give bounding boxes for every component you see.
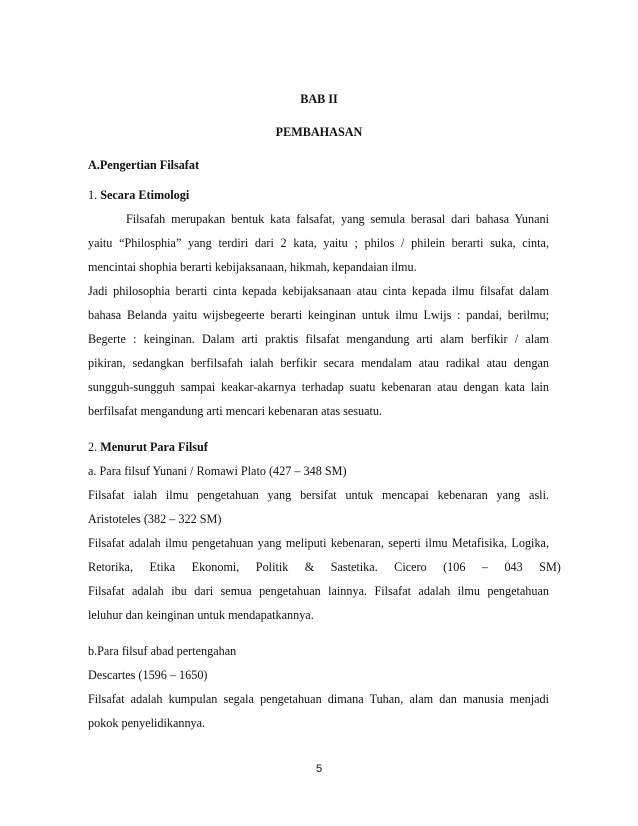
subsection-1-number: 1. (88, 188, 98, 202)
paragraph-line: Filsafat adalah kumpulan segala pengetahuan dimana Tuhan, alam dan manusia menjadi (88, 692, 549, 706)
paragraph-line: Descartes (1596 – 1650) (88, 668, 208, 682)
paragraph-line: pokok penyelidikannya. (88, 716, 206, 730)
paragraph-line: yaitu “Philosphia” yang terdiri dari 2 kata, yaitu ; philos / philein berarti suka, cinta, (88, 236, 549, 250)
paragraph-line: sungguh-sungguh sampai keakar-akarnya terhadap suatu kebenaran atau dengan kata lain (88, 380, 549, 394)
philosophers-medieval-heading: b.Para filsuf abad pertengahan (88, 644, 237, 658)
paragraph-line: Filsafat adalah ibu dari semua pengetahuan lainnya. Filsafat adalah ilmu pengetahuan (88, 584, 549, 598)
paragraph-line: Jadi philosophia berarti cinta kepada kebijaksanaan atau cinta kepada ilmu filsafat dalam (88, 284, 549, 298)
subsection-1-title: Secara Etimologi (100, 188, 190, 202)
chapter-title: PEMBAHASAN (275, 125, 363, 139)
paragraph-line: Begerte : keinginan. Dalam arti praktis filsafat mengandung arti alam berfikir / alam (88, 332, 549, 346)
paragraph-line: Aristoteles (382 – 322 SM) (88, 512, 222, 526)
paragraph-line: leluhur dan keinginan untuk mendapatkannya. (88, 608, 314, 622)
subsection-1-heading (88, 189, 189, 201)
chapter-label: BAB II (300, 92, 338, 106)
paragraph-line: bahasa Belanda yaitu wijsbegeerte berarti keinginan untuk ilmu Lwijs : pandai, berilmu; (88, 308, 549, 322)
paragraph-line: berfilsafat mengandung arti mencari kebenaran atas sesuatu. (88, 404, 383, 418)
subsection-2-title: Menurut Para Filsuf (100, 440, 208, 454)
paragraph-line: mencintai shophia berarti kebijaksanaan, hikmah, kepandaian ilmu. (88, 260, 417, 274)
page-number: 5 (315, 763, 323, 775)
paragraph-line: Filsafat adalah ilmu pengetahuan yang meliputi kebenaran, seperti ilmu Metafisika, Logika, (88, 536, 549, 550)
philosophers-greek-heading: a. Para filsuf Yunani / Romawi Plato (427 – 348 SM) (88, 464, 347, 478)
paragraph-line: Filsafat ialah ilmu pengetahuan yang bersifat untuk mencapai kebenaran yang asli. (88, 488, 549, 502)
paragraph-line: Filsafah merupakan bentuk kata falsafat, yang semula berasal dari bahasa Yunani (126, 212, 549, 226)
paragraph-line: pikiran, sedangkan berfilsafah ialah berfikir secara mendalam atau radikal atau dengan (88, 356, 549, 370)
section-heading: A.Pengertian Filsafat (88, 158, 200, 172)
subsection-2-number: 2. (88, 440, 98, 454)
subsection-2-heading (88, 441, 208, 453)
paragraph-line: Retorika, Etika Ekonomi, Politik & Sastetika. Cicero (106 – 043 SM) (88, 560, 561, 574)
